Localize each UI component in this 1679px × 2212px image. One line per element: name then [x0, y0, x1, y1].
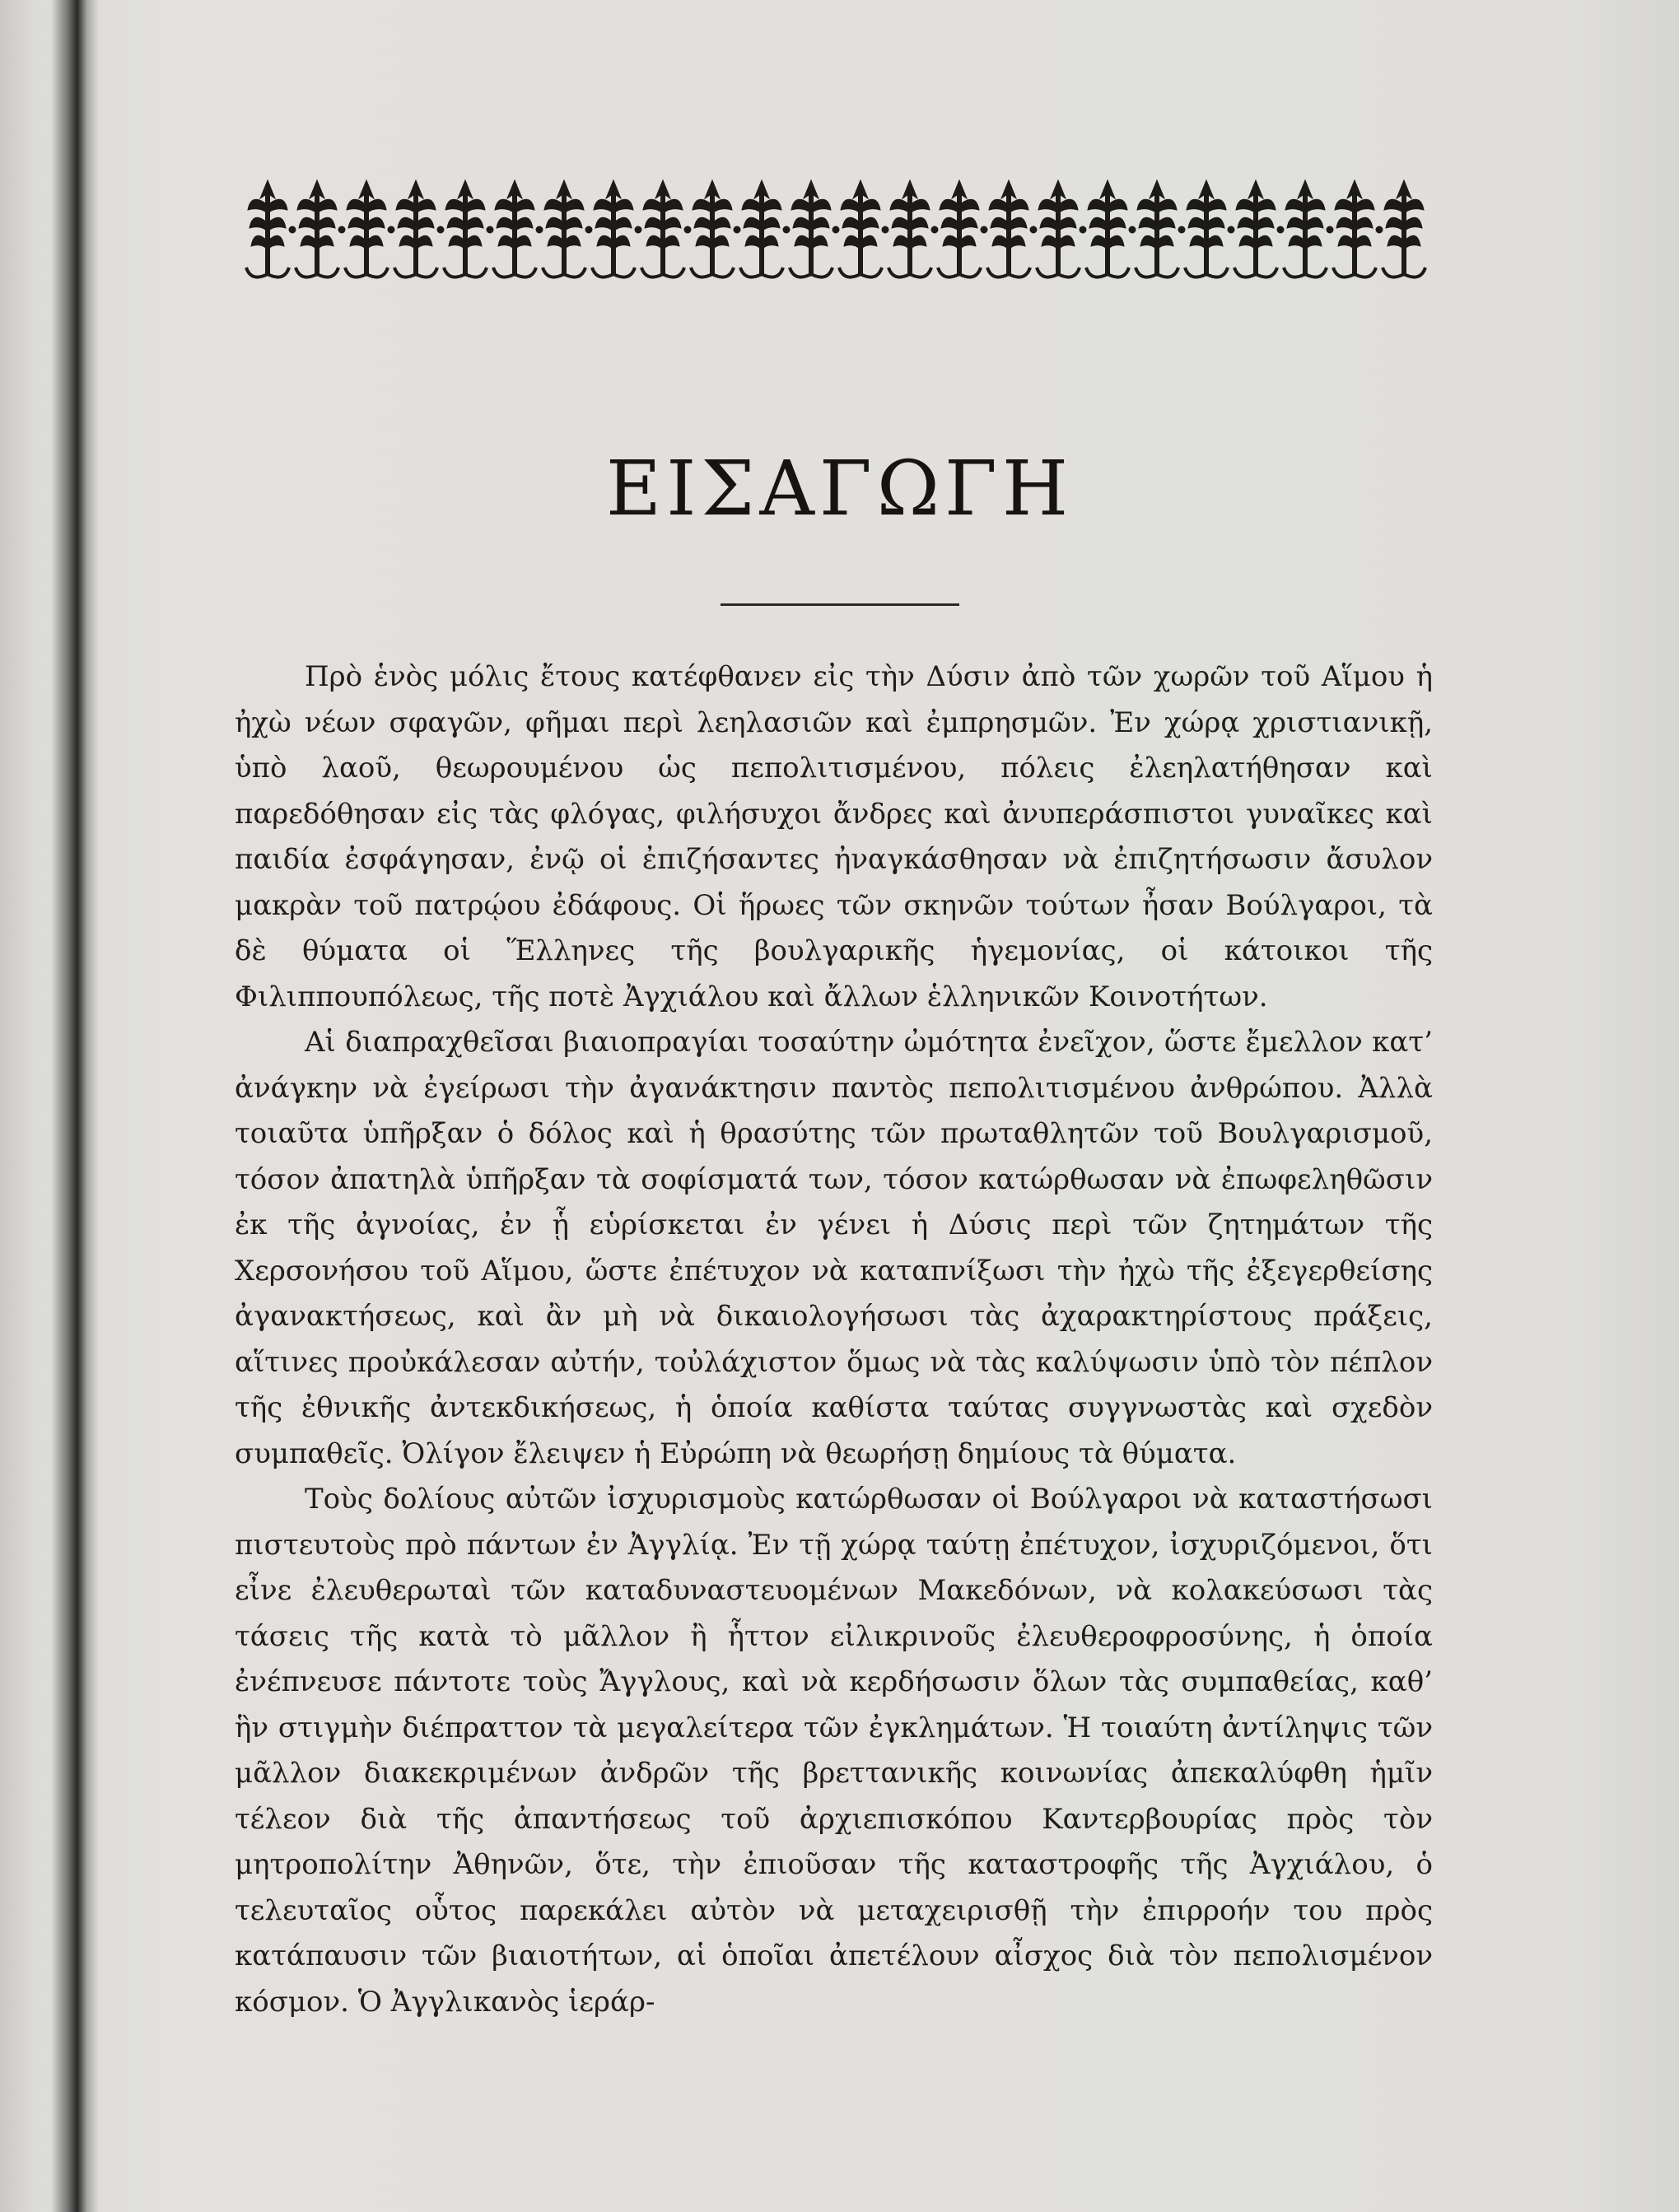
fleuron-ornament — [1333, 180, 1383, 277]
fleuron-ornament — [1037, 180, 1086, 277]
fleuron-ornament — [839, 180, 888, 277]
body-text — [235, 654, 1433, 2025]
fleuron-ornament — [246, 180, 296, 277]
fleuron-ornament — [691, 180, 740, 277]
fleuron-ornament — [1086, 180, 1136, 277]
fleuron-ornament — [296, 180, 345, 277]
fleuron-ornament — [790, 180, 839, 277]
fleuron-ornament — [1185, 180, 1234, 277]
fleuron-ornament — [938, 180, 987, 277]
fleuron-ornament — [1234, 180, 1284, 277]
fleuron-ornament — [592, 180, 641, 277]
fleuron-ornament — [394, 180, 444, 277]
fleuron-ornament — [641, 180, 691, 277]
fleuron-ornament — [493, 180, 543, 277]
fleuron-ornament — [444, 180, 493, 277]
decorative-headpiece — [243, 177, 1429, 292]
paragraph-1: Πρὸ ἑνὸς μόλις ἔτους κατέφθανεν εἰς τὴν Δύσιν ἀπὸ τῶν χωρῶν τοῦ Αἵμου ἡ ἠχὼ νέων σφαγῶν, φῆμαι περὶ λεηλασιῶν καὶ ἐμπρησμῶν. Ἐν χώρᾳ χριστιανικῇ, ὑπὸ λαοῦ, θεωρουμένου ὡς πεπολιτισμένου, πόλεις ἐλεηλατήθησαν καὶ παρεδόθησαν εἰς τὰς φλόγας, φιλήσυχοι ἄνδρες καὶ ἀνυπεράσπιστοι γυναῖκες καὶ παιδία ἐσφάγησαν, ἐνῷ οἱ ἐπιζήσαντες ἠναγκάσθησαν νὰ ἐπιζητήσωσιν ἄσυλον μακρὰν τοῦ πατρῴου ἐδάφους. Οἱ ἥρωες τῶν σκηνῶν τούτων ἦσαν Βούλγαροι, τὰ δὲ θύματα οἱ Ἕλληνες τῆς βουλγαρικῆς ἡγεμονίας, οἱ κάτοικοι τῆς Φιλιππουπόλεως, τῆς ποτὲ Ἀγχιάλου καὶ ἄλλων ἑλληνικῶν Κοινοτήτων. — [235, 660, 1433, 1013]
chapter-title: ΕΙΣΑΓΩΓΗ — [605, 445, 1074, 533]
fleuron-ornament — [1136, 180, 1185, 277]
fleuron-ornament — [987, 180, 1037, 277]
book-binding-shadow — [51, 0, 99, 2212]
fleuron-ornament — [1383, 180, 1425, 277]
paragraph-2: Αἱ διαπραχθεῖσαι βιαιοπραγίαι τοσαύτην ὠμότητα ἐνεῖχον, ὥστε ἔμελλον κατ’ ἀνάγκην νὰ ἐγείρωσι τὴν ἀγανάκτησιν παντὸς πεπολιτισμένου ἀνθρώπου. Ἀλλὰ τοιαῦτα ὑπῆρξαν ὁ δόλος καὶ ἡ θρασύτης τῶν πρωταθλητῶν τοῦ Βουλγαρισμοῦ, τόσον ἀπατηλὰ ὑπῆρξαν τὰ σοφίσματά των, τόσον κατώρθωσαν νὰ ἐπωφεληθῶσιν ἐκ τῆς ἀγνοίας, ἐν ᾗ εὑρίσκεται ἐν γένει ἡ Δύσις περὶ τῶν ζητημάτων τῆς Χερσονήσου τοῦ Αἵμου, ὥστε ἐπέτυχον νὰ καταπνίξωσι τὴν ἠχὼ τῆς ἐξεγερθείσης ἀγανακτήσεως, καὶ ἂν μὴ νὰ δικαιολογήσωσι τὰς ἀχαρακτηρίστους πράξεις, αἵτινες προὐκάλεσαν αὐτήν, τοὐλάχιστον ὅμως νὰ τὰς καλύψωσιν ὑπὸ τὸν πέπλον τῆς ἐθνικῆς ἀντεκδικήσεως, ἡ ὁποία καθίστα ταύτας συγγνωστὰς καὶ σχεδὸν συμπαθεῖς. Ὀλίγον ἔλειψεν ἡ Εὐρώπη νὰ θεωρήσῃ δημίους τὰ θύματα. — [235, 1026, 1433, 1470]
fleuron-ornament — [345, 180, 394, 277]
paragraph-3: Τοὺς δολίους αὐτῶν ἰσχυρισμοὺς κατώρθωσαν οἱ Βούλγαροι νὰ καταστήσωσι πιστευτοὺς πρὸ πάντων ἐν Ἀγγλίᾳ. Ἐν τῇ χώρᾳ ταύτῃ ἐπέτυχον, ἰσχυριζόμενοι, ὅτι εἶνε ἐλευθερωταὶ τῶν καταδυναστευομένων Μακεδόνων, νὰ κολακεύσωσι τὰς τάσεις τῆς κατὰ τὸ μᾶλλον ἢ ἧττον εἰλικρινοῦς ἐλευθεροφροσύνης, ἡ ὁποία ἐνέπνευσε πάντοτε τοὺς Ἄγγλους, καὶ νὰ κερδήσωσιν ὅλων τὰς συμπαθείας, καθ’ ἣν στιγμὴν διέπραττον τὰ μεγαλείτερα τῶν ἐγκλημάτων. Ἡ τοιαύτη ἀντίληψις τῶν μᾶλλον διακεκριμένων ἀνδρῶν τῆς βρεττανικῆς κοινωνίας ἀπεκαλύφθη ἡμῖν τέλεον διὰ τῆς ἀπαντήσεως τοῦ ἀρχιεπισκόπου Καντερβουρίας πρὸς τὸν μητροπολίτην Ἀθηνῶν, ὅτε, τὴν ἐπιοῦσαν τῆς καταστροφῆς τῆς Ἀγχιάλου, ὁ τελευταῖος οὗτος παρεκάλει αὐτὸν νὰ μεταχειρισθῇ τὴν ἐπιρροήν του πρὸς κατάπαυσιν τῶν βιαιοτήτων, αἱ ὁποῖαι ἀπετέλουν αἶσχος διὰ τὸν πεπολισμένον κόσμον. Ὁ Ἀγγλικανὸς ἱεράρ- — [235, 1483, 1433, 2019]
fleuron-ornament — [1284, 180, 1333, 277]
fleuron-ornament — [888, 180, 938, 277]
title-divider — [721, 603, 959, 606]
fleuron-ornament — [740, 180, 790, 277]
fleuron-ornament — [543, 180, 592, 277]
